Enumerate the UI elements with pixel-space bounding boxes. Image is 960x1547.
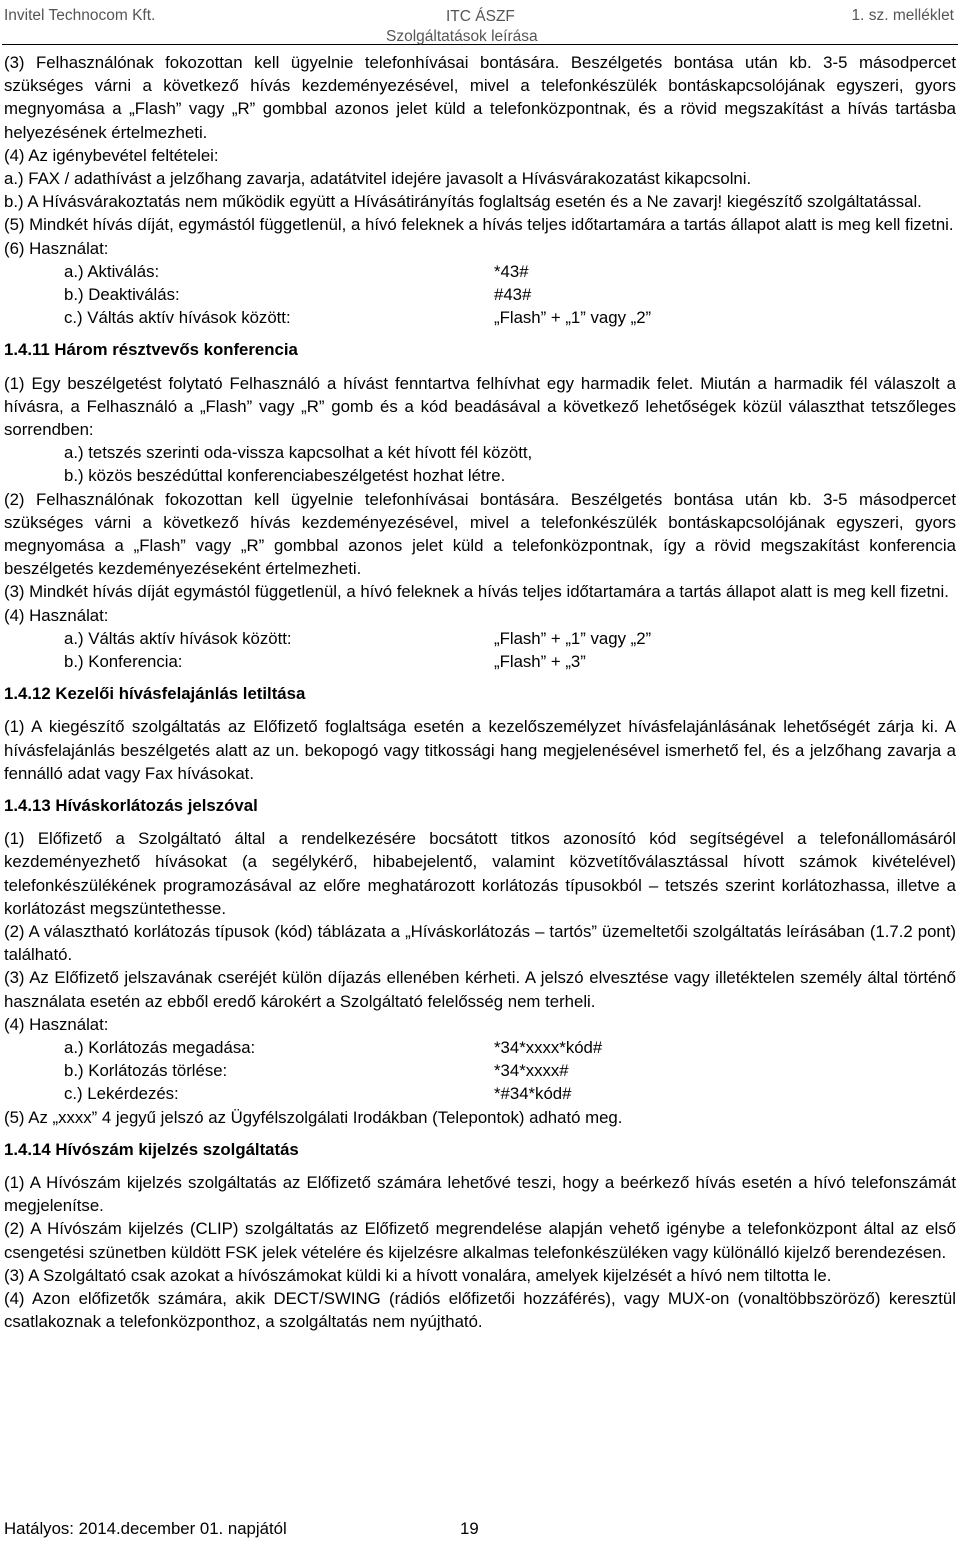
usage-label: c.) Váltás aktív hívások között:: [64, 308, 291, 328]
paragraph: (1) Előfizető a Szolgáltató által a rendelkezésére bocsátott titkos azonosító kód segítségével a telefonállomásáról kezdeményezhető hívásokat (a segélykérő, hibabejelentő, valamint közvetítőválasztással hívott számok kivételével) telefonkészülékének programozásával az előre meghatározott korlátozás típusokból – tetszés szerint korlátozhassa, illetve a korlátozást megszüntethesse.: [4, 829, 956, 918]
paragraph: (4) Azon előfizetők számára, akik DECT/SWING (rádiós előfizetői hozzáférés), vagy MUX-on (vonaltöbbszöröző) keresztül csatlakoznak a telefonközponthoz, a szolgáltatás nem nyújtható.: [4, 1289, 956, 1332]
list-item: b.) A Hívásvárakoztatás nem működik együtt a Hívásátirányítás foglaltság esetén és a Ne zavarj! kiegészítő szolgáltatással.: [4, 192, 922, 212]
usage-row: [4, 306, 956, 329]
effective-date: Hatályos: 2014.december 01. napjától: [4, 1519, 287, 1538]
usage-code: *43#: [494, 261, 529, 281]
list-item: b.) közös beszédúttal konferenciabeszélgetést hozhat létre.: [64, 466, 506, 486]
usage-code: „Flash” + „1” vagy „2”: [494, 628, 652, 648]
usage-code: *34*xxxx#: [494, 1061, 569, 1081]
paragraph: (1) A Hívószám kijelzés szolgáltatás az Előfizető számára lehetővé teszi, hogy a beérkező hívás esetén a hívó telefonszámát megjelenítse.: [4, 1173, 956, 1216]
paragraph: (3) Mindkét hívás díját egymástól függetlenül, a hívó feleknek a hívás teljes időtartamára a tartás állapot alatt is meg kell fizetni.: [4, 582, 949, 602]
usage-label: c.) Lekérdezés:: [64, 1084, 179, 1104]
section-heading: 1.4.14 Hívószám kijelzés szolgáltatás: [4, 1139, 299, 1159]
section-heading: 1.4.11 Három résztvevős konferencia: [4, 340, 298, 360]
paragraph: (4) Az igénybevétel feltételei:: [4, 145, 219, 165]
usage-row: [4, 260, 956, 283]
usage-code: #43#: [494, 285, 532, 305]
list-item: a.) FAX / adathívást a jelzőhang zavarja, adatátvitel idejére javasolt a Hívásvárakozatást kikapcsolni.: [4, 169, 752, 189]
page-footer: [4, 1519, 479, 1539]
usage-row: [4, 1059, 956, 1082]
list-item: a.) tetszés szerinti oda-vissza kapcsolhat a két hívott fél között,: [64, 443, 533, 463]
document-title: [386, 7, 538, 47]
paragraph: (1) A kiegészítő szolgáltatás az Előfizető foglaltsága esetén a kezelőszemélyzet hívásfelajánlásának lehetőségét zárja ki. A hívásfelajánlás beszélgetés alatt az un. bekopogó vagy titkossági hang megjelenésével ismerhető fel, és a jelzőhang zavarja a fennálló adat vagy Fax hívásokat.: [4, 717, 956, 783]
usage-label: b.) Deaktiválás:: [64, 285, 180, 305]
usage-row: [4, 1082, 956, 1105]
paragraph: (2) A Hívószám kijelzés (CLIP) szolgáltatás az Előfizető megrendelése alapján vehető igénybe a telefonközpont által az első csengetési szünetben küldött FSK jelek vételére és kijelzésre alkalmas telefonkészüléken vagy különálló kijelző berendezésen.: [4, 1219, 956, 1262]
usage-code: „Flash” + „1” vagy „2”: [494, 308, 652, 328]
usage-row: [4, 650, 956, 673]
page-header: [2, 4, 958, 45]
usage-label: a.) Váltás aktív hívások között:: [64, 628, 292, 648]
usage-label: a.) Korlátozás megadása:: [64, 1038, 256, 1058]
usage-code: *#34*kód#: [494, 1084, 572, 1104]
company-name: Invitel Technocom Kft.: [4, 7, 156, 24]
usage-row: [4, 283, 956, 306]
paragraph: (3) A Szolgáltató csak azokat a hívószámokat küldi ki a hívott vonalára, amelyek kijelzését a hívó nem tiltotta le.: [4, 1265, 832, 1285]
paragraph: (2) Felhasználónak fokozottan kell ügyelnie telefonhívásai bontására. Beszélgetés bontása után kb. 3-5 másodpercet szükséges várni a következő hívás kezdeményezésével, mivel a telefonkészülék bontáskapcsolójának egyszeri, gyors megnyomása a „Flash” vagy „R” gombbal azonos jelet küld a telefonközpontnak, így a rövid megszakítást konferencia beszélgetés kezdeményezéseként értelmezheti.: [4, 489, 956, 579]
usage-row: [4, 627, 956, 650]
usage-label: a.) Aktiválás:: [64, 261, 160, 281]
appendix-label: 1. sz. melléklet: [851, 7, 954, 24]
paragraph: (4) Használat:: [4, 1014, 109, 1034]
paragraph: (3) Az Előfizető jelszavának cseréjét külön díjazás ellenében kérheti. A jelszó elvesztése vagy illetéktelen személy által történő használata esetén az ebből eredő károkért a Szolgáltató felelősség nem terheli.: [4, 968, 956, 1011]
section-heading: 1.4.13 Híváskorlátozás jelszóval: [4, 796, 258, 816]
usage-label: b.) Korlátozás törlése:: [64, 1061, 228, 1081]
section-heading: 1.4.12 Kezelői hívásfelajánlás letiltása: [4, 684, 306, 704]
document-subtitle: Szolgáltatások leírása: [386, 28, 538, 45]
usage-label: b.) Konferencia:: [64, 652, 183, 672]
usage-row: [4, 1036, 956, 1059]
paragraph: (5) Az „xxxx” 4 jegyű jelszó az Ügyfélszolgálati Irodákban (Telepontok) adható meg.: [4, 1107, 623, 1127]
usage-code: *34*xxxx*kód#: [494, 1038, 603, 1058]
paragraph: (3) Felhasználónak fokozottan kell ügyelnie telefonhívásai bontására. Beszélgetés bontása után kb. 3-5 másodpercet szükséges várni a következő hívás kezdeményezésével, mivel a telefonkészülék bontáskapcsolójának egyszeri, gyors megnyomása a „Flash” vagy „R” gombbal azonos jelet küld a telefonközpontnak, és a rövid megszakítást a hívás tartásba helyezésének értelmezheti.: [4, 53, 956, 142]
document-body: [4, 51, 956, 1333]
paragraph: (2) A választható korlátozás típusok (kód) táblázata a „Híváskorlátozás – tartós” üzemeltetői szolgáltatás leírásában (1.7.2 pont) található.: [4, 922, 956, 965]
paragraph: (5) Mindkét hívás díját, egymástól függetlenül, a hívó feleknek a hívás teljes időtartamára a tartás állapot alatt is meg kell fizetni.: [4, 215, 954, 235]
paragraph: (6) Használat:: [4, 238, 109, 258]
paragraph: (4) Használat:: [4, 605, 109, 625]
page-number: 19: [460, 1519, 479, 1538]
usage-code: „Flash” + „3”: [494, 652, 586, 672]
paragraph: (1) Egy beszélgetést folytató Felhasználó a hívást fenntartva felhívhat egy harmadik felet. Miután a harmadik fél válaszolt a hívásra, a Felhasználó a „Flash” vagy „R” gomb és a kód beadásával a következő lehetőségek közül választhat tetszőleges sorrendben:: [4, 373, 956, 439]
document-name: ITC ÁSZF: [446, 8, 515, 25]
